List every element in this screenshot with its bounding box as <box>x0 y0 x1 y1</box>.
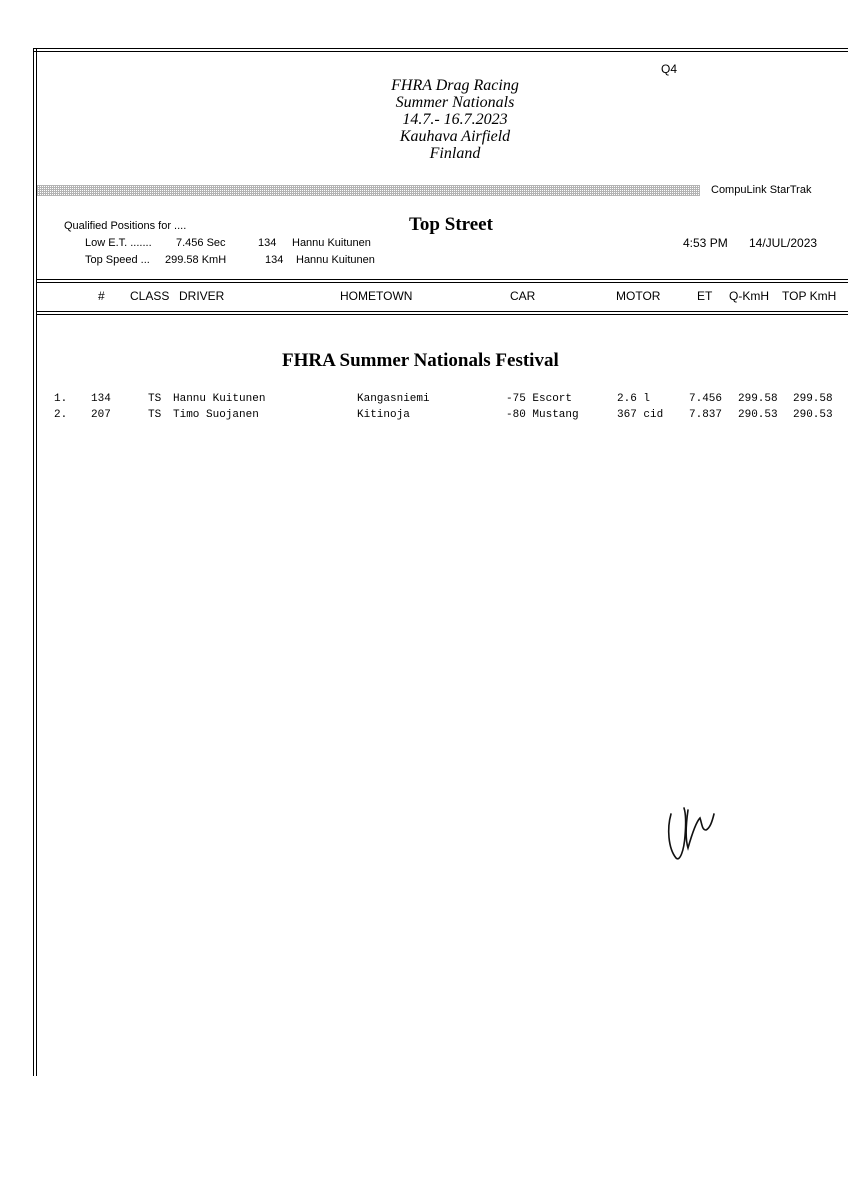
result-class: TS <box>148 393 162 405</box>
col-header-motor: MOTOR <box>616 289 661 303</box>
top-speed-label: Top Speed ... <box>85 254 150 266</box>
result-motor: 367 cid <box>617 409 664 421</box>
event-dates: 14.7.- 16.7.2023 <box>402 111 508 128</box>
event-series: Summer Nationals <box>395 94 515 111</box>
header-rule-bottom <box>37 311 848 315</box>
session-label: Q4 <box>661 62 678 76</box>
header-rule-top <box>37 279 848 283</box>
result-q-kmh: 290.53 <box>738 409 778 421</box>
result-hometown: Kangasniemi <box>357 393 430 405</box>
event-venue: Kauhava Airfield <box>399 128 511 145</box>
result-motor: 2.6 l <box>617 393 651 405</box>
result-q-kmh: 299.58 <box>738 393 778 405</box>
result-driver: Hannu Kuitunen <box>173 393 266 405</box>
result-class: TS <box>148 409 162 421</box>
low-et-car-number: 134 <box>258 237 277 249</box>
col-header-et: ET <box>697 289 713 303</box>
col-header-q-kmh: Q-KmH <box>729 289 769 303</box>
page-frame-left-border <box>33 48 37 1076</box>
timing-system-label: CompuLink StarTrak <box>711 184 812 196</box>
result-position: 2. <box>54 409 68 421</box>
qualified-positions-label: Qualified Positions for .... <box>64 220 187 232</box>
class-title: Top Street <box>409 214 493 235</box>
col-header-car: CAR <box>510 289 536 303</box>
result-car-number: 134 <box>91 393 111 405</box>
col-header-number: # <box>98 289 105 303</box>
handwritten-initials-signature <box>662 800 722 870</box>
top-speed-car-number: 134 <box>265 254 284 266</box>
dotted-separator <box>37 185 700 196</box>
result-hometown: Kitinoja <box>357 409 410 421</box>
col-header-class: CLASS <box>130 289 170 303</box>
result-driver: Timo Suojanen <box>173 409 259 421</box>
result-car: -80 Mustang <box>506 409 579 421</box>
col-header-driver: DRIVER <box>179 289 225 303</box>
report-date: 14/JUL/2023 <box>749 236 818 250</box>
result-top-kmh: 290.53 <box>793 409 833 421</box>
page-frame-top-border <box>33 48 848 52</box>
low-et-value: 7.456 Sec <box>176 237 226 249</box>
low-et-label: Low E.T. ....... <box>85 237 152 249</box>
result-et: 7.837 <box>689 409 723 421</box>
event-header <box>300 77 610 162</box>
top-speed-driver: Hannu Kuitunen <box>296 254 375 266</box>
top-speed-value: 299.58 KmH <box>165 254 227 266</box>
result-car-number: 207 <box>91 409 111 421</box>
low-et-driver: Hannu Kuitunen <box>292 237 371 249</box>
col-header-top-kmh: TOP KmH <box>782 289 837 303</box>
result-position: 1. <box>54 393 68 405</box>
table-row <box>0 393 848 409</box>
table-row <box>0 409 848 425</box>
report-time: 4:53 PM <box>683 236 728 250</box>
result-car: -75 Escort <box>506 393 573 405</box>
result-et: 7.456 <box>689 393 723 405</box>
result-top-kmh: 299.58 <box>793 393 833 405</box>
event-country: Finland <box>429 145 481 162</box>
event-name: FHRA Drag Racing <box>391 77 519 94</box>
race-title: FHRA Summer Nationals Festival <box>282 350 559 371</box>
col-header-hometown: HOMETOWN <box>340 289 413 303</box>
